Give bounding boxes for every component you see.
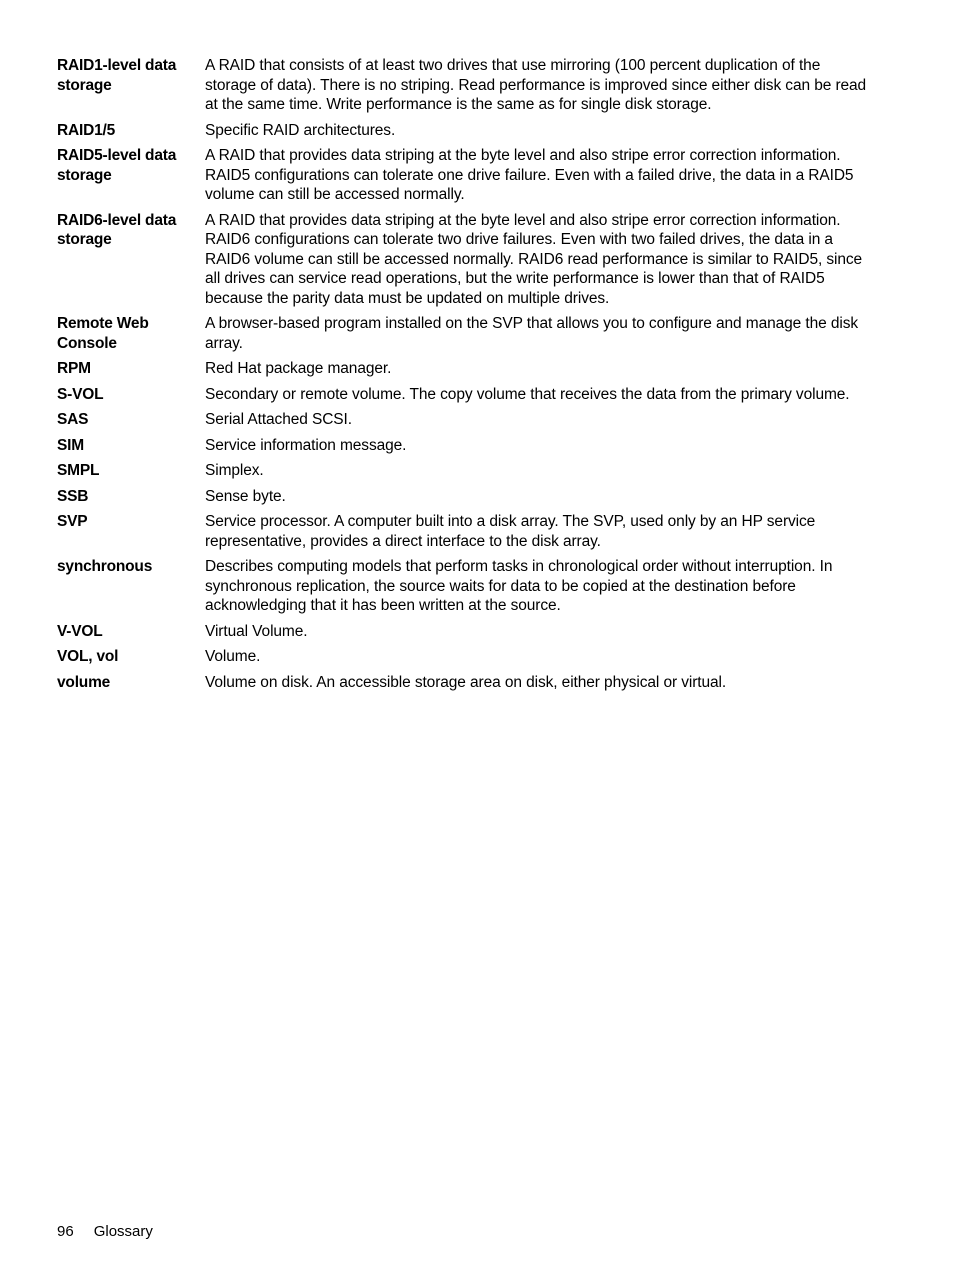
glossary-entry <box>57 436 872 456</box>
glossary-list <box>57 56 872 698</box>
glossary-definition: A RAID that provides data striping at the byte level and also stripe error correction information. RAID6 configurations can tolerate two drive failures. Even with two failed drives, the data in a RAID6 volume can still be accessed normally. RAID6 read performance is similar to RAID5, since all drives can service read operations, but the write performance is lower than that of RAID5 because the parity data must be updated on multiple drives. <box>205 211 863 307</box>
glossary-definition: A RAID that consists of at least two drives that use mirroring (100 percent duplication of the storage of data). There is no striping. Read performance is improved since either disk can be read at the same time. Write performance is the same as for single disk storage. <box>205 57 867 113</box>
glossary-term: SIM <box>57 436 84 454</box>
glossary-entry <box>57 359 872 379</box>
glossary-definition: Volume. <box>205 648 261 665</box>
glossary-definition: Service processor. A computer built into a disk array. The SVP, used only by an HP service representative, provides a direct interface to the disk array. <box>205 513 816 550</box>
glossary-term: volume <box>57 673 111 691</box>
glossary-definition: A browser-based program installed on the SVP that allows you to configure and manage the disk array. <box>205 315 859 352</box>
glossary-term: RAID1/5 <box>57 121 116 139</box>
glossary-entry <box>57 512 872 551</box>
glossary-entry <box>57 461 872 481</box>
glossary-term: V-VOL <box>57 622 103 640</box>
glossary-definition: Volume on disk. An accessible storage area on disk, either physical or virtual. <box>205 673 727 691</box>
glossary-definition: A RAID that provides data striping at the byte level and also stripe error correction information. RAID5 configurations can tolerate one drive failure. Even with a failed drive, the data in a RAID5 volume can still be accessed normally. <box>205 147 854 203</box>
glossary-definition: Red Hat package manager. <box>205 360 392 377</box>
glossary-term: RAID6-level data storage <box>57 211 177 248</box>
glossary-definition: Virtual Volume. <box>205 622 308 640</box>
glossary-definition: Serial Attached SCSI. <box>205 411 352 428</box>
page-footer <box>57 1222 153 1241</box>
glossary-entry <box>57 385 872 405</box>
glossary-term: SSB <box>57 487 89 505</box>
glossary-term: RAID5-level data storage <box>57 147 177 184</box>
glossary-term: synchronous <box>57 558 153 575</box>
glossary-term: VOL, vol <box>57 648 119 665</box>
glossary-term: RPM <box>57 360 91 377</box>
glossary-entry <box>57 557 872 616</box>
glossary-definition: Secondary or remote volume. The copy volume that receives the data from the primary volume. <box>205 385 850 403</box>
glossary-entry <box>57 622 872 642</box>
glossary-definition: Specific RAID architectures. <box>205 121 396 139</box>
glossary-entry <box>57 647 872 667</box>
glossary-definition: Describes computing models that perform tasks in chronological order without interruption. In synchronous replication, the source waits for data to be copied at the destination before acknowledging that it has been written at the source. <box>205 558 833 614</box>
glossary-entry <box>57 487 872 507</box>
glossary-definition: Sense byte. <box>205 487 286 505</box>
glossary-definition: Service information message. <box>205 436 407 454</box>
glossary-term: RAID1-level data storage <box>57 57 177 94</box>
glossary-entry <box>57 56 872 115</box>
glossary-term: S-VOL <box>57 385 104 403</box>
glossary-entry <box>57 673 872 693</box>
glossary-term: SVP <box>57 513 88 530</box>
glossary-term: SMPL <box>57 462 100 479</box>
glossary-term: SAS <box>57 411 89 428</box>
glossary-entry <box>57 146 872 205</box>
page-number: 96 <box>57 1223 74 1240</box>
glossary-term: Remote Web Console <box>57 315 149 352</box>
footer-section-title: Glossary <box>93 1223 153 1240</box>
glossary-entry <box>57 410 872 430</box>
glossary-entry <box>57 314 872 353</box>
glossary-entry <box>57 121 872 141</box>
glossary-definition: Simplex. <box>205 462 264 479</box>
glossary-entry <box>57 211 872 309</box>
